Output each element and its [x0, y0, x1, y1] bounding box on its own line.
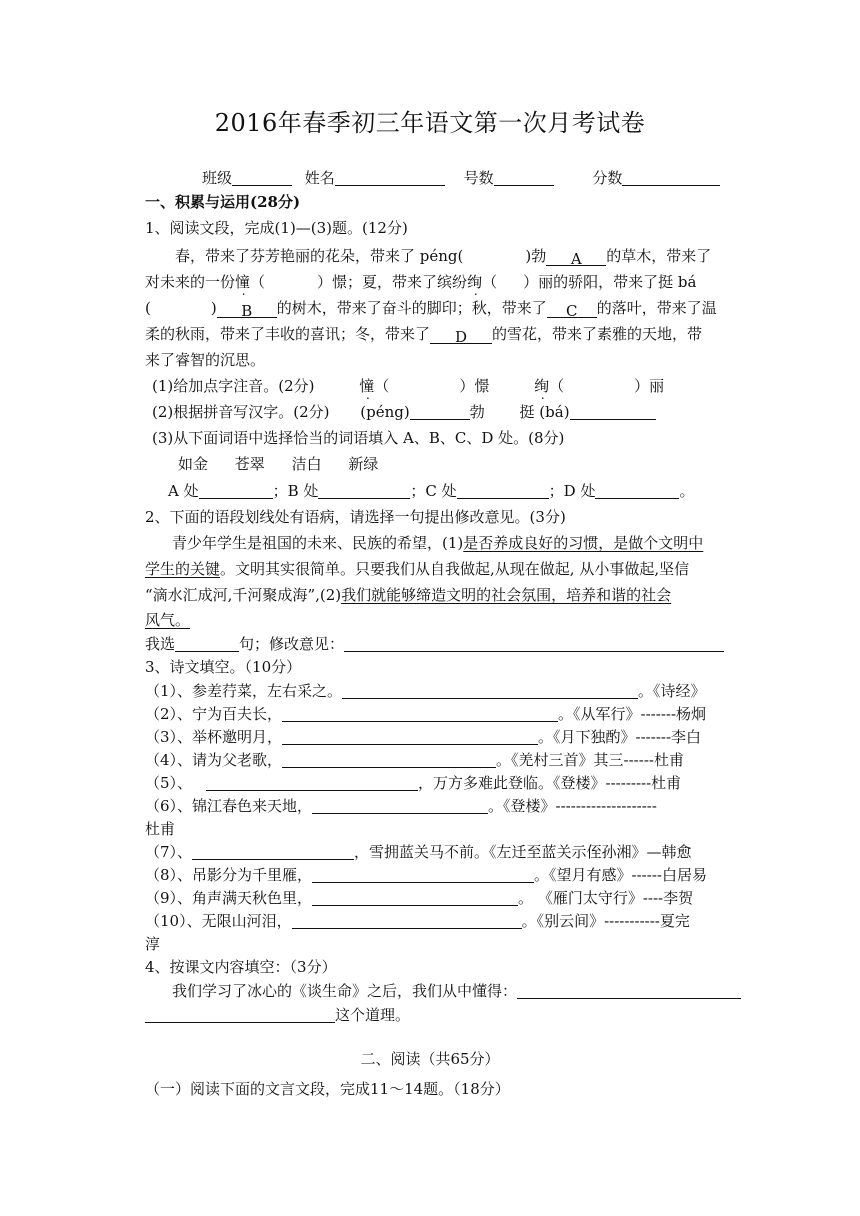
- underlined-sentence-1: 是否养成良好的习惯，是做个文明中: [463, 534, 704, 552]
- passage-text: 的树木，带来了奋斗的脚印；秋，带来了: [276, 299, 547, 317]
- page-title: 2016年春季初三年语文第一次月考试卷: [214, 109, 646, 137]
- passage-text: ）憬；夏，带来了缤纷: [317, 273, 468, 291]
- student-info-line: [202, 168, 720, 188]
- q4-answer-field-cont[interactable]: [145, 1006, 335, 1023]
- poem-source: ，雪拥蓝关马不前。《左迁至蓝关示侄孙湘》—韩愈: [354, 843, 692, 861]
- paragraph-text: “滴水汇成河,千河聚成海”,(2): [145, 586, 342, 604]
- poem-source: 。《月下独酌》-------李白: [538, 728, 702, 746]
- dotted-char: 绚: [534, 377, 550, 395]
- poem-source: 。《登楼》--------------------: [488, 797, 657, 815]
- pinyin-text: 挺 (bá): [519, 403, 570, 421]
- poem-item: [145, 681, 706, 701]
- poem-line: （3）、举杯邀明月，: [145, 728, 283, 746]
- poem-blank[interactable]: [312, 889, 518, 906]
- name-label: 姓名: [304, 169, 335, 187]
- poem-item-wrap: 杜甫: [145, 820, 176, 838]
- poem-item: [145, 842, 692, 862]
- passage-text: )勃: [525, 247, 547, 265]
- q3-prompt: 3、诗文填空。（10分）: [145, 658, 302, 676]
- q1-passage-line-3: [145, 298, 717, 318]
- blank-a[interactable]: A: [546, 249, 606, 266]
- number-field[interactable]: [494, 169, 554, 186]
- q4-answer-field[interactable]: [517, 982, 741, 999]
- paragraph-text: 青少年学生是祖国的未来、民族的希望，(1): [172, 534, 464, 552]
- poem-source: 。《羌村三首》其三------杜甫: [496, 751, 684, 769]
- sub-question-text: (1)给加点字注音。(2分): [152, 377, 315, 395]
- passage-text: 勃: [469, 403, 485, 421]
- poem-blank[interactable]: [312, 797, 488, 814]
- poem-blank[interactable]: [312, 866, 534, 883]
- passage-text: （: [250, 273, 266, 291]
- class-field[interactable]: [232, 169, 292, 186]
- fill-label: ；D 处: [548, 482, 596, 500]
- poem-item-wrap: 淳: [145, 935, 161, 953]
- poem-line: （2）、宁为百夫长，: [145, 705, 283, 723]
- revision-field[interactable]: [344, 635, 724, 652]
- passage-text: 的草木，带来了: [606, 247, 712, 265]
- poem-line: （4）、请为父老歌，: [145, 751, 283, 769]
- answer-label: 我选: [145, 635, 176, 653]
- bracket-text: ）丽: [634, 377, 665, 395]
- q2-line-3: [145, 585, 671, 605]
- poem-blank[interactable]: [206, 774, 418, 791]
- poem-blank[interactable]: [282, 705, 558, 722]
- passage-text: 柔的秋雨，带来了丰收的喜讯；冬，带来了: [145, 325, 431, 343]
- bracket: （: [374, 377, 390, 395]
- poem-line: （9）、角声满天秋色里，: [145, 889, 313, 907]
- q1-fill-line: [168, 481, 694, 501]
- passage-text: 春，带来了芬芳艳丽的花朵，带来了 péng(: [175, 247, 464, 265]
- q4-prompt: 4、按课文内容填空：（3分）: [145, 958, 337, 976]
- q2-line-4: [145, 610, 190, 630]
- fill-field-d[interactable]: [595, 482, 679, 499]
- passage-text: 的雪花，带来了素雅的天地，带: [492, 325, 703, 343]
- poem-blank[interactable]: [282, 728, 538, 745]
- q2-prompt: 2、下面的语段划线处有语病，请选择一句提出修改意见。(3分): [145, 508, 566, 526]
- bracket: （: [549, 377, 565, 395]
- poem-line: （8）、吊影分为千里雁，: [145, 866, 313, 884]
- q1-passage-line-5: 来了睿智的沉思。: [145, 351, 266, 369]
- poem-blank[interactable]: [192, 843, 354, 860]
- passage-text: (: [145, 299, 151, 317]
- poem-blank[interactable]: [282, 751, 496, 768]
- poem-source: 。《从军行》-------杨炯: [558, 705, 707, 723]
- answer-label: 句；修改意见：: [239, 635, 345, 653]
- q1-sub1: [152, 376, 664, 396]
- class-label: 班级: [202, 169, 233, 187]
- poem-line: （5）、: [145, 774, 193, 792]
- dotted-char: 憧: [235, 273, 251, 291]
- fill-label: A 处: [168, 482, 199, 500]
- poem-source: ，万方多难此登临。《登楼》---------杜甫: [418, 774, 682, 792]
- paragraph-text: 。文明其实很简单。只要我们从自我做起,从现在做起, 从小事做起,坚信: [220, 560, 690, 578]
- section2-sub-heading: （一）阅读下面的文言文段，完成11～14题。（18分）: [145, 1080, 510, 1098]
- dotted-char: 憧: [359, 377, 375, 395]
- poem-blank[interactable]: [292, 912, 522, 929]
- word-bank: [178, 454, 378, 474]
- q1-sub3: (3)从下面词语中选择恰当的词语填入 A、B、C、D 处。(8分): [152, 429, 565, 447]
- poem-line: （7）、: [145, 843, 193, 861]
- hanzi-answer-field[interactable]: [570, 403, 656, 420]
- sentence-choice-field[interactable]: [175, 635, 239, 652]
- passage-text: 对未来的一份: [145, 273, 236, 291]
- poem-item: [145, 704, 706, 724]
- q4-line-2: [145, 1005, 410, 1025]
- section1-heading: 一、积累与运用(28分): [145, 193, 301, 211]
- word-option: 苍翠: [234, 455, 265, 473]
- q2-answer-line: [145, 634, 724, 654]
- score-label: 分数: [592, 169, 623, 187]
- poem-item: [145, 773, 681, 793]
- period: 。: [679, 482, 695, 500]
- dotted-char: 绚: [467, 273, 483, 291]
- underlined-sentence-2: 我们就能够缔造文明的社会氛围，培养和谐的社会: [341, 586, 672, 604]
- q1-passage-line-4: [145, 324, 702, 344]
- name-field[interactable]: [335, 169, 445, 186]
- poem-source: 。《别云间》-----------夏完: [521, 912, 690, 930]
- q4-text: 我们学习了冰心的《谈生命》之后，我们从中懂得：: [172, 982, 518, 1000]
- poem-line: （6）、锦江春色来天地，: [145, 797, 313, 815]
- sub-question-text: (2)根据拼音写汉字。(2分): [152, 403, 330, 421]
- underlined-sentence-2: 风气。: [145, 611, 191, 629]
- poem-item: [145, 796, 657, 816]
- number-label: 号数: [463, 169, 494, 187]
- poem-item: [145, 911, 690, 931]
- score-field[interactable]: [622, 169, 720, 186]
- poem-item: [145, 888, 693, 908]
- poem-blank[interactable]: [342, 682, 638, 699]
- passage-text: （: [482, 273, 498, 291]
- q2-line-2: [145, 559, 689, 579]
- hanzi-answer-field[interactable]: [410, 403, 470, 420]
- fill-label: ；C 处: [410, 482, 457, 500]
- q1-passage-line-1: [175, 246, 711, 266]
- q4-line-1: [172, 981, 741, 1001]
- pinyin-text: (péng): [360, 403, 410, 421]
- fill-field-b[interactable]: [318, 482, 410, 499]
- q4-text: 这个道理。: [335, 1006, 411, 1024]
- blank-b[interactable]: B: [217, 301, 277, 318]
- underlined-sentence-1: 学生的关键: [145, 560, 221, 578]
- passage-text: ): [210, 299, 217, 317]
- fill-field-c[interactable]: [457, 482, 549, 499]
- section2-heading: 二、阅读（共65分）: [360, 1050, 500, 1068]
- q1-passage-line-2: [145, 272, 696, 292]
- poem-source: 。 《雁门太守行》----李贺: [518, 889, 694, 907]
- q2-line-1: [172, 533, 703, 553]
- fill-field-a[interactable]: [199, 482, 273, 499]
- q1-prompt: 1、阅读文段，完成(1)—(3)题。(12分): [145, 219, 408, 237]
- word-option: 如金: [178, 455, 209, 473]
- passage-text: ）丽的骄阳，带来了挺 bá: [523, 273, 697, 291]
- q1-sub2: [152, 402, 656, 422]
- word-option: 洁白: [291, 455, 322, 473]
- poem-item: [145, 865, 707, 885]
- blank-d[interactable]: D: [430, 327, 492, 344]
- poem-source: 。《诗经》: [638, 682, 706, 700]
- fill-label: ；B 处: [272, 482, 319, 500]
- bracket-text: ）憬: [459, 377, 490, 395]
- poem-item: [145, 750, 684, 770]
- poem-source: 。《望月有感》------白居易: [534, 866, 707, 884]
- blank-c[interactable]: C: [547, 301, 597, 318]
- poem-item: [145, 727, 701, 747]
- word-option: 新绿: [348, 455, 379, 473]
- passage-text: 的落叶，带来了温: [596, 299, 717, 317]
- poem-line: （1）、参差荇菜，左右采之。: [145, 682, 343, 700]
- poem-line: （10）、无限山河泪，: [145, 912, 292, 930]
